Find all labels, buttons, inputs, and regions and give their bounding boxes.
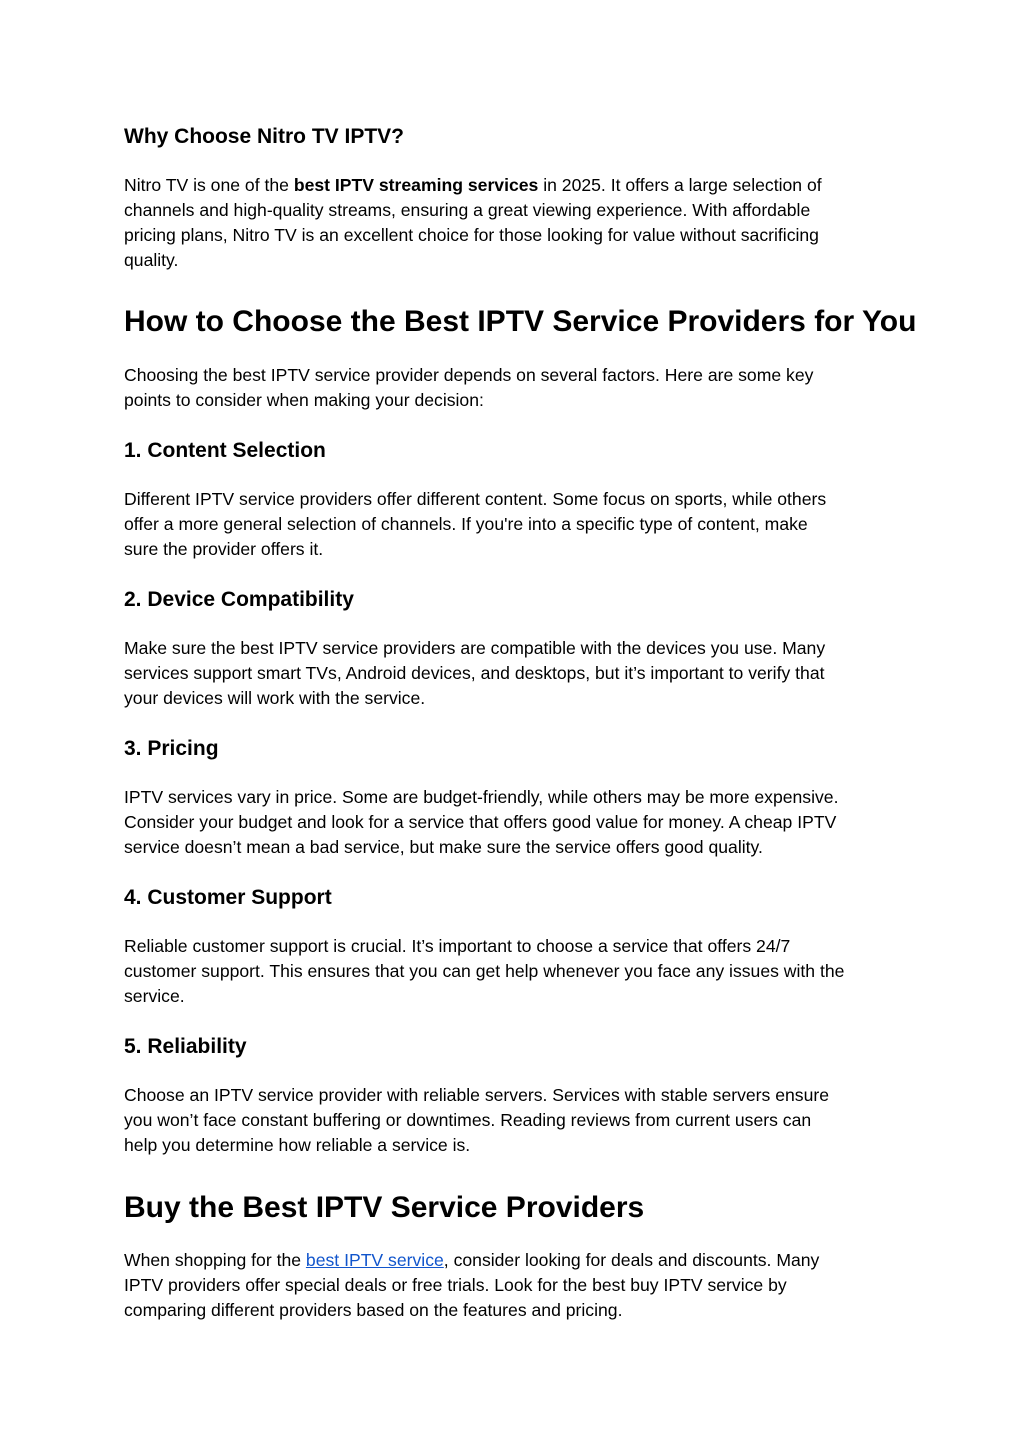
paragraph-line: points to consider when making your decision: bbox=[124, 390, 484, 410]
paragraph-line: Choosing the best IPTV service provider depends on several factors. Here are some key bbox=[124, 365, 814, 385]
bold-text: best IPTV streaming services bbox=[293, 175, 539, 195]
paragraph-line: Make sure the best IPTV service providers are compatible with the devices you use. Many bbox=[124, 638, 826, 658]
factor-heading-pricing: 3. Pricing bbox=[124, 737, 219, 760]
paragraph-line: services support smart TVs, Android devices, and desktops, but it’s important to verify that bbox=[124, 663, 825, 683]
paragraph-line: sure the provider offers it. bbox=[124, 539, 324, 559]
factor-heading-customer-support: 4. Customer Support bbox=[124, 886, 332, 909]
paragraph-line: service doesn’t mean a bad service, but make sure the service offers good quality. bbox=[124, 837, 763, 857]
factor-heading-content-selection: 1. Content Selection bbox=[124, 439, 326, 462]
section-heading-how-to-choose: How to Choose the Best IPTV Service Providers for You bbox=[124, 305, 917, 338]
paragraph-line: you won’t face constant buffering or downtimes. Reading reviews from current users can bbox=[124, 1110, 812, 1130]
section-heading-buy: Buy the Best IPTV Service Providers bbox=[124, 1191, 645, 1224]
paragraph-line: pricing plans, Nitro TV is an excellent choice for those looking for value without sacrificing bbox=[124, 225, 819, 245]
paragraph-line bbox=[124, 173, 822, 198]
factor-heading-device-compatibility: 2. Device Compatibility bbox=[124, 588, 354, 611]
factor-paragraph-customer-support bbox=[124, 934, 844, 1009]
paragraph-line: channels and high-quality streams, ensuring a great viewing experience. With affordable bbox=[124, 200, 811, 220]
factor-paragraph-pricing bbox=[124, 785, 838, 860]
paragraph-line: IPTV providers offer special deals or free trials. Look for the best buy IPTV service by bbox=[124, 1275, 787, 1295]
paragraph-line: customer support. This ensures that you can get help whenever you face any issues with the bbox=[124, 961, 845, 981]
paragraph-line bbox=[124, 1248, 819, 1273]
paragraph-line: help you determine how reliable a service is. bbox=[124, 1135, 471, 1155]
paragraph-line: Different IPTV service providers offer different content. Some focus on sports, while others bbox=[124, 489, 827, 509]
factor-heading-reliability: 5. Reliability bbox=[124, 1035, 247, 1058]
choose-paragraph bbox=[124, 363, 813, 413]
paragraph-line: Consider your budget and look for a service that offers good value for money. A cheap IPTV bbox=[124, 812, 837, 832]
section-heading-why-nitro: Why Choose Nitro TV IPTV? bbox=[124, 125, 405, 148]
factor-paragraph-content-selection bbox=[124, 487, 826, 562]
paragraph-line: quality. bbox=[124, 250, 179, 270]
text-run: When shopping for the bbox=[124, 1250, 306, 1270]
text-run: in 2025. It offers a large selection of bbox=[538, 175, 822, 195]
paragraph-line: Reliable customer support is crucial. It’s important to choose a service that offers 24/7 bbox=[124, 936, 791, 956]
intro-paragraph bbox=[124, 173, 822, 273]
text-run: Nitro TV is one of the bbox=[124, 175, 294, 195]
paragraph-line: your devices will work with the service. bbox=[124, 688, 426, 708]
factor-paragraph-device-compatibility bbox=[124, 636, 825, 711]
paragraph-line: service. bbox=[124, 986, 185, 1006]
factor-paragraph-reliability bbox=[124, 1083, 829, 1158]
text-run: , consider looking for deals and discounts. Many bbox=[443, 1250, 820, 1270]
paragraph-line: IPTV services vary in price. Some are budget-friendly, while others may be more expensive. bbox=[124, 787, 839, 807]
best-iptv-service-link[interactable]: best IPTV service bbox=[305, 1250, 444, 1270]
paragraph-line: Choose an IPTV service provider with reliable servers. Services with stable servers ensure bbox=[124, 1085, 830, 1105]
paragraph-line: offer a more general selection of channels. If you're into a specific type of content, make bbox=[124, 514, 808, 534]
buy-paragraph bbox=[124, 1248, 819, 1323]
paragraph-line: comparing different providers based on the features and pricing. bbox=[124, 1300, 623, 1320]
